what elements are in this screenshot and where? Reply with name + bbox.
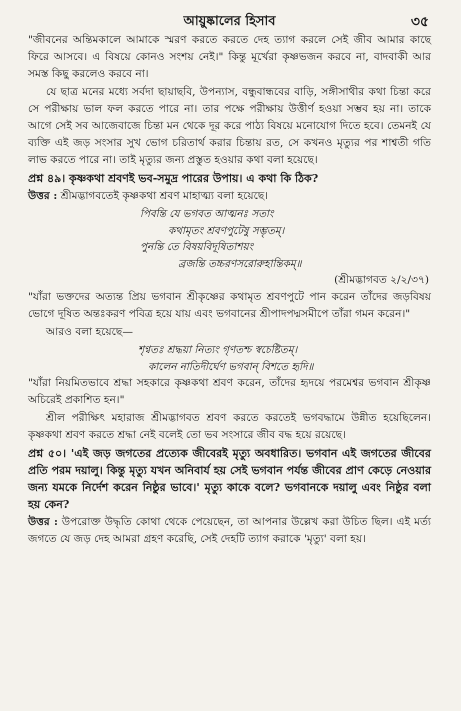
paragraph: শ্রীল পরীক্ষিৎ মহারাজ শ্রীমদ্ভাগবত শ্রবণ করতে করতেই ভগবদ্ধামে উন্নীত হয়েছিলেন। কৃষ্ণকথা শ্রবণ করতে শ্রদ্ধা নেই বলেই তো ভব সংসারে জীব বদ্ধ হয়ে রয়েছে। xyxy=(28,412,431,441)
paragraph: আরও বলা হয়েছে— xyxy=(46,326,133,338)
question-49: প্রশ্ন ৪৯। কৃষ্ণকথা শ্রবণই ভব-সমুদ্র পারের উপায়। এ কথা কি ঠিক? xyxy=(28,172,319,185)
running-title: আয়ুষ্কালের হিসাব xyxy=(183,14,276,29)
verse-line: পুনন্তি তে বিষয়বিদূষিতাশয়ং xyxy=(140,241,254,253)
answer-text: শ্রীমদ্ভাগবতেই কৃষ্ণকথা শ্রবণ মাহাত্ম্য বলা হয়েছে। xyxy=(60,190,269,202)
question-50: প্রশ্ন ৫০। 'এই জড় জগতের প্রত্যেক জীবেরই মৃত্যু অবধারিত। ভগবান এই জগতের জীবের প্রতি পরম দয়ালু। কিন্তু মৃত্যু যখন অনিবার্য হয় সেই ভগবান পর্যন্ত জীবের প্রাণ কেড়ে নেওয়ার জন্য যমকে নির্দেশ করেন নিষ্ঠুর ভাবে।' মৃত্যু কাকে বলে? ভগবানকে দয়ালু এবং নিষ্ঠুর বলা হয় কেন? xyxy=(28,447,431,511)
page-number: ৩৫ xyxy=(410,14,429,30)
answer-label: উত্তর : xyxy=(28,516,58,528)
verse-line: কথামৃতং শ্রবণপুটেষু সম্ভৃতম্। xyxy=(168,224,285,237)
paragraph: "যাঁরা ভক্তদের অত্যন্ত প্রিয় ভগবান শ্রীকৃষ্ণের কথামৃত শ্রবণপুটে পান করেন তাঁদের জড়বিষয় ভোগে দূষিত অন্তঃকরণ পবিত্র হয়ে যায় এবং ভগবানের শ্রীপাদপদ্মসমীপে তাঁরা গমন করেন।" xyxy=(28,291,431,320)
verse-line: ব্রজন্তি তচ্চরণসরোরুহান্তিকম্॥ xyxy=(178,257,302,270)
page-header xyxy=(28,6,431,32)
paragraph: "যাঁরা নিয়মিতভাবে শ্রদ্ধা সহকারে কৃষ্ণকথা শ্রবণ করেন, তাঁদের হৃদয়ে পরমেশ্বর ভগবান শ্রীকৃষ্ণ অচিরেই প্রকাশিত হন।" xyxy=(28,377,431,406)
page-content xyxy=(28,32,431,548)
answer-49 xyxy=(28,188,431,205)
answer-50 xyxy=(28,514,431,548)
verse-reference: (শ্রীমদ্ভাগবত ২/২/৩৭) xyxy=(334,274,429,286)
sloka-line: কালেন নাতিদীর্ঘেণ ভগবান্ বিশতে হৃদি॥ xyxy=(148,360,314,373)
verse-line: পিবন্তি যে ভগবত আত্মনঃ সতাং xyxy=(140,208,274,220)
sloka-line: শৃণ্বতঃ শ্রদ্ধয়া নিত্যং গৃণতশ্চ স্বচেষ্টিতম্। xyxy=(138,344,298,356)
answer-label: উত্তর : xyxy=(28,190,58,202)
paragraph: "জীবনের অন্তিমকালে আমাকে স্মরণ করতে করতে দেহ ত্যাগ করলে সেই জীব আমার কাছে ফিরে আসবে। এ বিষয়ে কোনও সংশয় নেই।" কিন্তু মূর্খেরা কৃষ্ণভজন করবে না, বাদবাকী আর সমস্ত কিছু করলেও করবে না। xyxy=(28,34,431,80)
answer-text: উপরোক্ত উদ্ধৃতি কোথা থেকে পেয়েছেন, তা আপনার উল্লেখ করা উচিত ছিল। এই মর্ত্য জগতে যে জড় দেহ আমরা গ্রহণ করেছি, সেই দেহটি ত্যাগ করাকে 'মৃত্যু' বলা হয়। xyxy=(28,516,431,545)
paragraph: যে ছাত্র মনের মধ্যে সর্বদা ছায়াছবি, উপন্যাস, বন্ধুবান্ধবের বাড়ি, সঙ্গীসাথীর কথা চিন্তা করে সে পরীক্ষায় ভাল ফল করতে পারে না। তার পক্ষে পরীক্ষায় উত্তীর্ণ হওয়া সম্ভব হয় না। তাকে আগে সেই সব আজেবাজে চিন্তা মন থেকে দূর করে পাঠ্য বিষয়ে মনোযোগ দিতে হবে। তেমনই যে ব্যক্তি এই জড় সংসার সুখ ভোগ চরিতার্থ করার চিন্তায় রত, সে কখনও মৃত্যুর পর শাশ্বতী গতি লাভ করতে পারে না। তাই মৃত্যুর জন্য প্রস্তুত হওয়ার কথা বলা হয়েছে। xyxy=(28,86,431,166)
